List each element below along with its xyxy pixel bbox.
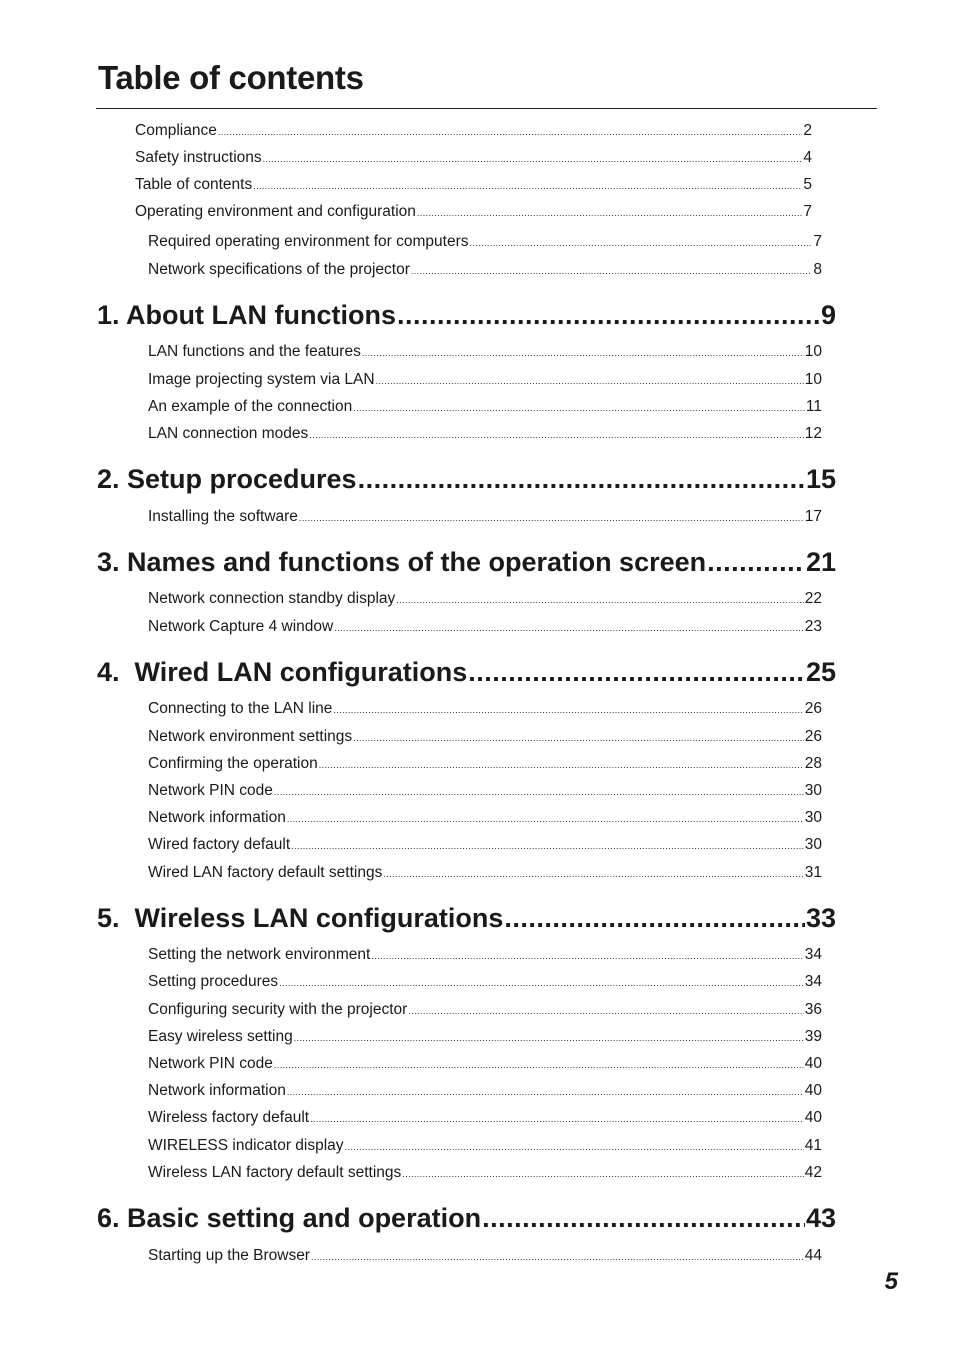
toc-entry-wired-factory-default[interactable] (148, 835, 822, 855)
toc-entry-page: 30 (804, 782, 822, 799)
toc-entry-label: Operating environment and configuration (135, 203, 416, 220)
dot-leader (353, 728, 804, 748)
dot-leader (707, 545, 805, 579)
dot-leader (411, 261, 812, 281)
toc-entry-label: An example of the connection (148, 398, 353, 415)
toc-entry-network-specifications[interactable] (148, 260, 822, 280)
toc-entry-page: 23 (804, 618, 822, 635)
toc-entry-confirming-operation[interactable] (148, 754, 822, 774)
title-divider (96, 108, 877, 109)
toc-chapter-3[interactable] (97, 545, 836, 579)
toc-chapter-page: 15 (805, 464, 836, 494)
toc-entry-wired-lan-factory-default-settings[interactable] (148, 863, 822, 883)
toc-entry-lan-functions-features[interactable] (148, 342, 822, 362)
toc-entry-page: 10 (804, 343, 822, 360)
toc-entry-installing-software[interactable] (148, 507, 822, 527)
toc-entry-network-capture-window[interactable] (148, 617, 822, 637)
dot-leader (468, 655, 805, 689)
dot-leader (310, 1109, 804, 1129)
toc-entry-page: 40 (804, 1055, 822, 1072)
toc-chapter-page: 21 (805, 547, 836, 577)
dot-leader (274, 782, 804, 802)
dot-leader (371, 946, 803, 966)
toc-chapter-2[interactable] (97, 462, 836, 496)
toc-entry-label: Image projecting system via LAN (148, 371, 375, 388)
page-number: 5 (884, 1268, 898, 1295)
toc-entry-label: Easy wireless setting (148, 1028, 293, 1045)
toc-chapter-1[interactable] (97, 298, 836, 332)
toc-entry-compliance[interactable] (135, 121, 812, 141)
dot-leader (383, 864, 803, 884)
dot-leader (408, 1001, 803, 1021)
dot-leader (353, 398, 805, 418)
toc-entry-label: Wireless LAN factory default settings (148, 1164, 402, 1181)
toc-entry-network-connection-standby[interactable] (148, 589, 822, 609)
toc-entry-page: 26 (804, 728, 822, 745)
toc-entry-label: Connecting to the LAN line (148, 700, 333, 717)
toc-chapter-label: 1. About LAN functions (97, 300, 396, 330)
toc-chapter-page: 43 (805, 1203, 836, 1233)
toc-entry-label: Wired LAN factory default settings (148, 864, 383, 881)
toc-entry-page: 40 (804, 1109, 822, 1126)
toc-entry-label: Table of contents (135, 176, 253, 193)
toc-entry-page: 30 (804, 836, 822, 853)
toc-entry-page: 7 (803, 203, 812, 220)
toc-entry-label: Network information (148, 809, 286, 826)
toc-chapter-6[interactable] (97, 1201, 836, 1235)
dot-leader (376, 371, 804, 391)
dot-leader (482, 1201, 805, 1235)
dot-leader (470, 233, 813, 253)
toc-entry-page: 7 (813, 233, 822, 250)
toc-entry-page: 17 (804, 508, 822, 525)
dot-leader (397, 298, 820, 332)
toc-entry-page: 28 (804, 755, 822, 772)
toc-chapter-page: 25 (805, 657, 836, 687)
toc-entry-label: Network environment settings (148, 728, 353, 745)
toc-entry-label: Setting the network environment (148, 946, 371, 963)
toc-entry-setting-procedures[interactable] (148, 972, 822, 992)
toc-chapter-label: 2. Setup procedures (97, 464, 357, 494)
dot-leader (334, 618, 804, 638)
toc-entry-network-environment-settings[interactable] (148, 727, 822, 747)
toc-entry-label: Network specifications of the projector (148, 261, 410, 278)
toc-entry-lan-connection-modes[interactable] (148, 424, 822, 444)
dot-leader (279, 973, 804, 993)
toc-entry-required-operating-environment[interactable] (148, 232, 822, 252)
dot-leader (253, 176, 802, 196)
toc-entry-page: 2 (803, 122, 812, 139)
toc-entry-label: WIRELESS indicator display (148, 1137, 344, 1154)
toc-entry-wireless-network-pin-code[interactable] (148, 1054, 822, 1074)
toc-entry-operating-environment[interactable] (135, 202, 812, 222)
dot-leader (333, 700, 803, 720)
dot-leader (504, 901, 805, 935)
toc-entry-page: 36 (804, 1001, 822, 1018)
toc-entry-example-connection[interactable] (148, 397, 822, 417)
toc-entry-setting-network-environment[interactable] (148, 945, 822, 965)
dot-leader (311, 1247, 804, 1267)
toc-chapter-page: 33 (805, 903, 836, 933)
dot-leader (309, 425, 803, 445)
toc-entry-configuring-security[interactable] (148, 1000, 822, 1020)
toc-chapter-label: 5. Wireless LAN configurations (97, 903, 504, 933)
toc-entry-page: 34 (804, 946, 822, 963)
toc-chapter-label: 3. Names and functions of the operation screen (97, 547, 707, 577)
toc-entry-label: Network PIN code (148, 782, 273, 799)
toc-chapter-4[interactable] (97, 655, 836, 689)
toc-chapter-page: 9 (820, 300, 836, 330)
dot-leader (358, 462, 805, 496)
toc-entry-label: LAN functions and the features (148, 343, 361, 360)
dot-leader (287, 1082, 804, 1102)
dot-leader (287, 809, 804, 829)
toc-entry-page: 22 (804, 590, 822, 607)
toc-entry-page: 11 (805, 398, 822, 415)
toc-entry-page: 12 (804, 425, 822, 442)
dot-leader (294, 1028, 804, 1048)
dot-leader (417, 203, 802, 223)
toc-entry-label: Installing the software (148, 508, 298, 525)
toc-entry-page: 44 (804, 1247, 822, 1264)
dot-leader (345, 1137, 804, 1157)
toc-chapter-label: 4. Wired LAN configurations (97, 657, 468, 687)
toc-entry-safety-instructions[interactable] (135, 148, 812, 168)
toc-entry-page: 40 (804, 1082, 822, 1099)
toc-entry-wireless-lan-factory-default-settings[interactable] (148, 1163, 822, 1183)
toc-entry-easy-wireless-setting[interactable] (148, 1027, 822, 1047)
toc-entry-label: Compliance (135, 122, 217, 139)
toc-entry-label: Wired factory default (148, 836, 291, 853)
page-title: Table of contents (98, 59, 364, 96)
dot-leader (396, 590, 803, 610)
dot-leader (299, 508, 804, 528)
toc-entry-wired-network-pin-code[interactable] (148, 781, 822, 801)
dot-leader (274, 1055, 804, 1075)
toc-entry-table-of-contents[interactable] (135, 175, 812, 195)
toc-entry-page: 4 (803, 149, 812, 166)
toc-entry-starting-browser[interactable] (148, 1246, 822, 1266)
toc-entry-label: Starting up the Browser (148, 1247, 310, 1264)
toc-entry-page: 10 (804, 371, 822, 388)
toc-entry-label: Safety instructions (135, 149, 262, 166)
toc-entry-label: Network connection standby display (148, 590, 396, 607)
toc-entry-wireless-network-information[interactable] (148, 1081, 822, 1101)
toc-entry-page: 42 (804, 1164, 822, 1181)
toc-entry-label: Setting procedures (148, 973, 279, 990)
toc-entry-label: Required operating environment for computers (148, 233, 469, 250)
toc-entry-label: Configuring security with the projector (148, 1001, 408, 1018)
toc-entry-page: 30 (804, 809, 822, 826)
toc-entry-label: Network Capture 4 window (148, 618, 334, 635)
dot-leader (402, 1164, 803, 1184)
toc-entry-page: 31 (804, 864, 822, 881)
dot-leader (263, 149, 803, 169)
toc-entry-label: LAN connection modes (148, 425, 309, 442)
toc-entry-wired-network-information[interactable] (148, 808, 822, 828)
toc-entry-image-projecting-system[interactable] (148, 370, 822, 390)
toc-entry-wireless-factory-default[interactable] (148, 1108, 822, 1128)
toc-entry-page: 8 (813, 261, 822, 278)
toc-entry-page: 26 (804, 700, 822, 717)
toc-entry-label: Confirming the operation (148, 755, 318, 772)
toc-entry-label: Wireless factory default (148, 1109, 310, 1126)
toc-entry-connecting-lan-line[interactable] (148, 699, 822, 719)
toc-entry-page: 34 (804, 973, 822, 990)
toc-chapter-label: 6. Basic setting and operation (97, 1203, 482, 1233)
toc-entry-page: 5 (803, 176, 812, 193)
toc-chapter-5[interactable] (97, 901, 836, 935)
dot-leader (218, 122, 803, 142)
toc-entry-wireless-indicator-display[interactable] (148, 1136, 822, 1156)
toc-entry-label: Network PIN code (148, 1055, 273, 1072)
toc-entry-page: 41 (804, 1137, 822, 1154)
dot-leader (362, 343, 804, 363)
dot-leader (319, 755, 804, 775)
dot-leader (291, 836, 804, 856)
toc-entry-page: 39 (804, 1028, 822, 1045)
toc-entry-label: Network information (148, 1082, 286, 1099)
